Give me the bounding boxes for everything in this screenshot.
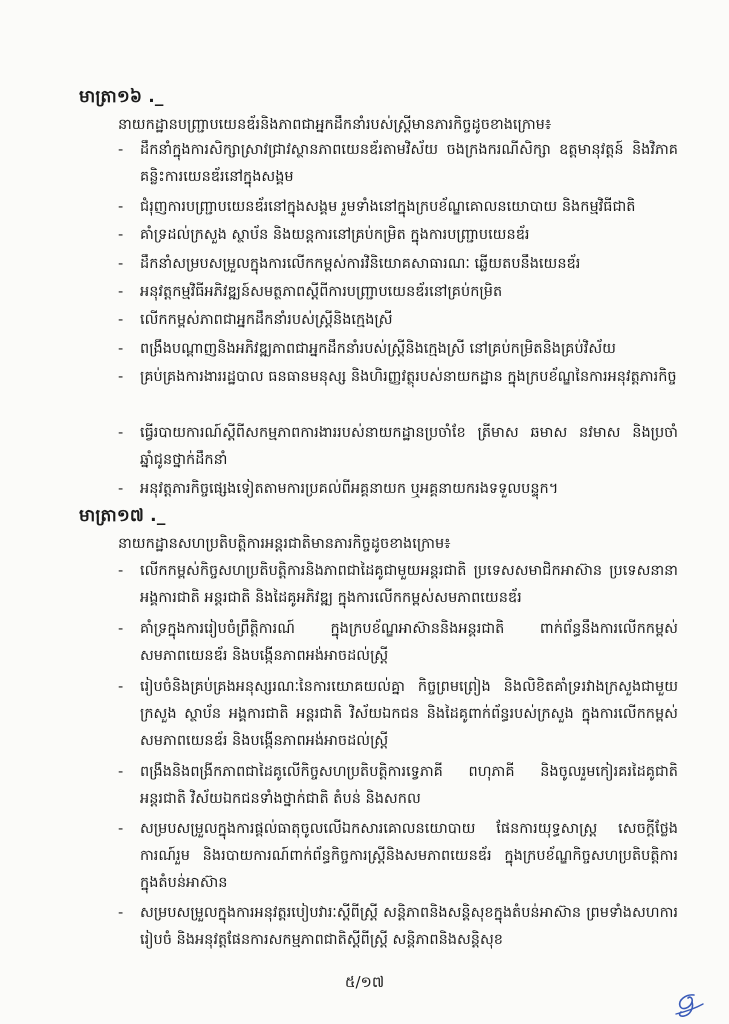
article-16-intro: នាយកដ្ឋានបញ្ជ្រាបយេនឌ័រនិងភាពជាអ្នកដឹកនាំរបស់ស្ត្រីមានភារកិច្ចដូចខាងក្រោម៖ (118, 117, 552, 133)
list-item-text: សម្របសម្រួលក្នុងការផ្តល់ធាតុចូលលើឯកសារគោលនយោបាយ ផែនការយុទ្ធសាស្ត្រ សេចក្តីថ្លែងការណ៍រួម និងរបាយការណ៍ពាក់ព័ន្ធកិច្ចការស្ត្រីនិងសមភាពយេនឌ័រ ក្នុងក្របខ័ណ្ឌកិច្ចសហប្រតិបត្តិការក្នុងតំបន់អាស៊ាន (140, 821, 678, 891)
list-item (118, 674, 678, 755)
list-item-text: ដឹកនាំក្នុងការសិក្សាស្រាវជ្រាវស្ថានភាពយេនឌ័រតាមវិស័យ ចងក្រងករណីសិក្សា ឧត្តមានុវត្តន៍ និងវិភាគគន្លិះការយេនឌ័រនៅក្នុងសង្គម (140, 142, 678, 185)
list-item-text: ធ្វើរបាយការណ៍ស្តីពីសកម្មភាពការងាររបស់នាយកដ្ឋានប្រចាំខែ ត្រីមាស ឆមាស នវមាស និងប្រចាំឆ្នាំជូនថ្នាក់ដឹកនាំ (140, 425, 678, 468)
list-item-text: ពង្រឹងនិងពង្រីកភាពជាដៃគូលើកិច្ចសហប្រតិបត្តិការទ្វេភាគី ពហុភាគី និងចូលរួមកៀរគរដៃគូជាតិ អន្តរជាតិ វិស័យឯកជនទាំងថ្នាក់ជាតិ តំបន់ និងសកល (140, 764, 678, 807)
list-item (118, 364, 678, 418)
list-item (118, 476, 678, 503)
list-item (118, 759, 678, 813)
list-item-text: ដឹកនាំសម្របសម្រួលក្នុងការលើកកម្ពស់ការវិនិយោគសាធារណៈ ឆ្លើយតបនឹងយេនឌ័រ (140, 256, 581, 272)
article-17-intro: នាយកដ្ឋានសហប្រតិបត្តិការអន្តរជាតិមានភារកិច្ចដូចខាងក្រោម៖ (118, 536, 451, 552)
list-item-text: ពង្រឹងបណ្តាញនិងអភិវឌ្ឍភាពជាអ្នកដឹកនាំរបស់ស្ត្រីនិងក្មេងស្រី នៅគ្រប់កម្រិតនិងគ្រប់វិស័យ (140, 341, 616, 357)
bullet-dash: - (118, 821, 124, 837)
list-item-text: លើកកម្ពស់ភាពជាអ្នកដឹកនាំរបស់ស្ត្រីនិងក្មេងស្រី (140, 312, 393, 328)
bullet-dash: - (118, 227, 124, 243)
list-item (118, 336, 678, 363)
list-item-text: អនុវត្តភារកិច្ចផ្សេងទៀតតាមការប្រគល់ពីអគ្គនាយក ឬអគ្គនាយករងទទួលបន្ទុក។ (140, 481, 559, 497)
bullet-dash: - (118, 764, 124, 780)
list-item-text: រៀបចំនិងគ្រប់គ្រងអនុស្សរណៈនៃការយោគយល់គ្នា កិច្ចព្រមព្រៀង និងលិខិតគាំទ្ររវាងក្រសួងជាមួយក្រសួង ស្ថាប័ន អង្គការជាតិ អន្តរជាតិ វិស័យឯកជន និងដៃគូពាក់ព័ន្ធរបស់ក្រសួង ក្នុងការលើកកម្ពស់សមភាពយេនឌ័រ និងបង្កើនភាពអង់អាចដល់ស្ត្រី (140, 679, 678, 749)
list-item-text: គាំទ្រដល់ក្រសួង ស្ថាប័ន និងយន្តការនៅគ្រប់កម្រិត ក្នុងការបញ្ជ្រាបយេនឌ័រ (140, 227, 530, 243)
handwritten-initial-mark (672, 992, 706, 1020)
bullet-dash: - (118, 369, 124, 385)
list-item (118, 279, 678, 306)
page-number: ៥/១៧ (344, 973, 385, 991)
bullet-dash: - (118, 284, 124, 300)
bullet-dash: - (118, 199, 124, 215)
list-item-text: អនុវត្តកម្មវិធីអភិវឌ្ឍន៍សមត្ថភាពស្តីពីការបញ្ជ្រាបយេនឌ័រនៅគ្រប់កម្រិត (140, 284, 503, 300)
bullet-dash: - (118, 905, 124, 921)
list-item (118, 420, 678, 474)
list-item (118, 616, 678, 670)
list-item-text: គ្រប់គ្រងការងាររដ្ឋបាល ធនធានមនុស្ស និងហិរញ្ញវត្ថុរបស់នាយកដ្ឋាន ក្នុងក្របខ័ណ្ឌនៃការអនុវត្តភារកិច្ច (140, 369, 677, 385)
bullet-dash: - (118, 621, 124, 637)
bullet-dash: - (118, 341, 124, 357)
list-item (118, 900, 678, 954)
list-item (118, 558, 678, 612)
list-item (118, 194, 678, 221)
bullet-dash: - (118, 481, 124, 497)
bullet-dash: - (118, 312, 124, 328)
bullet-dash: - (118, 142, 124, 158)
bullet-dash: - (118, 256, 124, 272)
list-item-text: ជំរុញការបញ្ជ្រាបយេនឌ័រនៅក្នុងសង្គម រួមទាំងនៅក្នុងក្របខ័ណ្ឌគោលនយោបាយ និងកម្មវិធីជាតិ (140, 199, 636, 215)
list-item-text: គាំទ្រក្នុងការរៀបចំព្រឹត្តិការណ៍ ក្នុងក្របខ័ណ្ឌអាស៊ាននិងអន្តរជាតិ ពាក់ព័ន្ធនឹងការលើកកម្ពស់សមភាពយេនឌ័រ និងបង្កើនភាពអង់អាចដល់ស្ត្រី (140, 621, 678, 664)
bullet-dash: - (118, 425, 124, 441)
list-item (118, 222, 678, 249)
list-item (118, 816, 678, 897)
list-item (118, 137, 678, 191)
article-17-heading: មាត្រា១៧ ._ (79, 506, 166, 526)
article-16-heading: មាត្រា១៦ ._ (79, 87, 164, 107)
list-item (118, 251, 678, 278)
bullet-dash: - (118, 563, 124, 579)
list-item (118, 307, 678, 334)
bullet-dash: - (118, 679, 124, 695)
list-item-text: លើកកម្ពស់កិច្ចសហប្រតិបត្តិការនិងភាពជាដៃគូជាមួយអន្តរជាតិ ប្រទេសសមាជិកអាស៊ាន ប្រទេសនានា អង្គការជាតិ អន្តរជាតិ និងដៃគូអភិវឌ្ឍ ក្នុងការលើកកម្ពស់សមភាពយេនឌ័រ (140, 563, 678, 606)
list-item-text: សម្របសម្រួលក្នុងការអនុវត្តរបៀបវារៈស្តីពីស្ត្រី សន្តិភាពនិងសន្តិសុខក្នុងតំបន់អាស៊ាន ព្រមទាំងសហការរៀបចំ និងអនុវត្តផែនការសកម្មភាពជាតិស្តីពីស្ត្រី សន្តិភាពនិងសន្តិសុខ (140, 905, 678, 948)
